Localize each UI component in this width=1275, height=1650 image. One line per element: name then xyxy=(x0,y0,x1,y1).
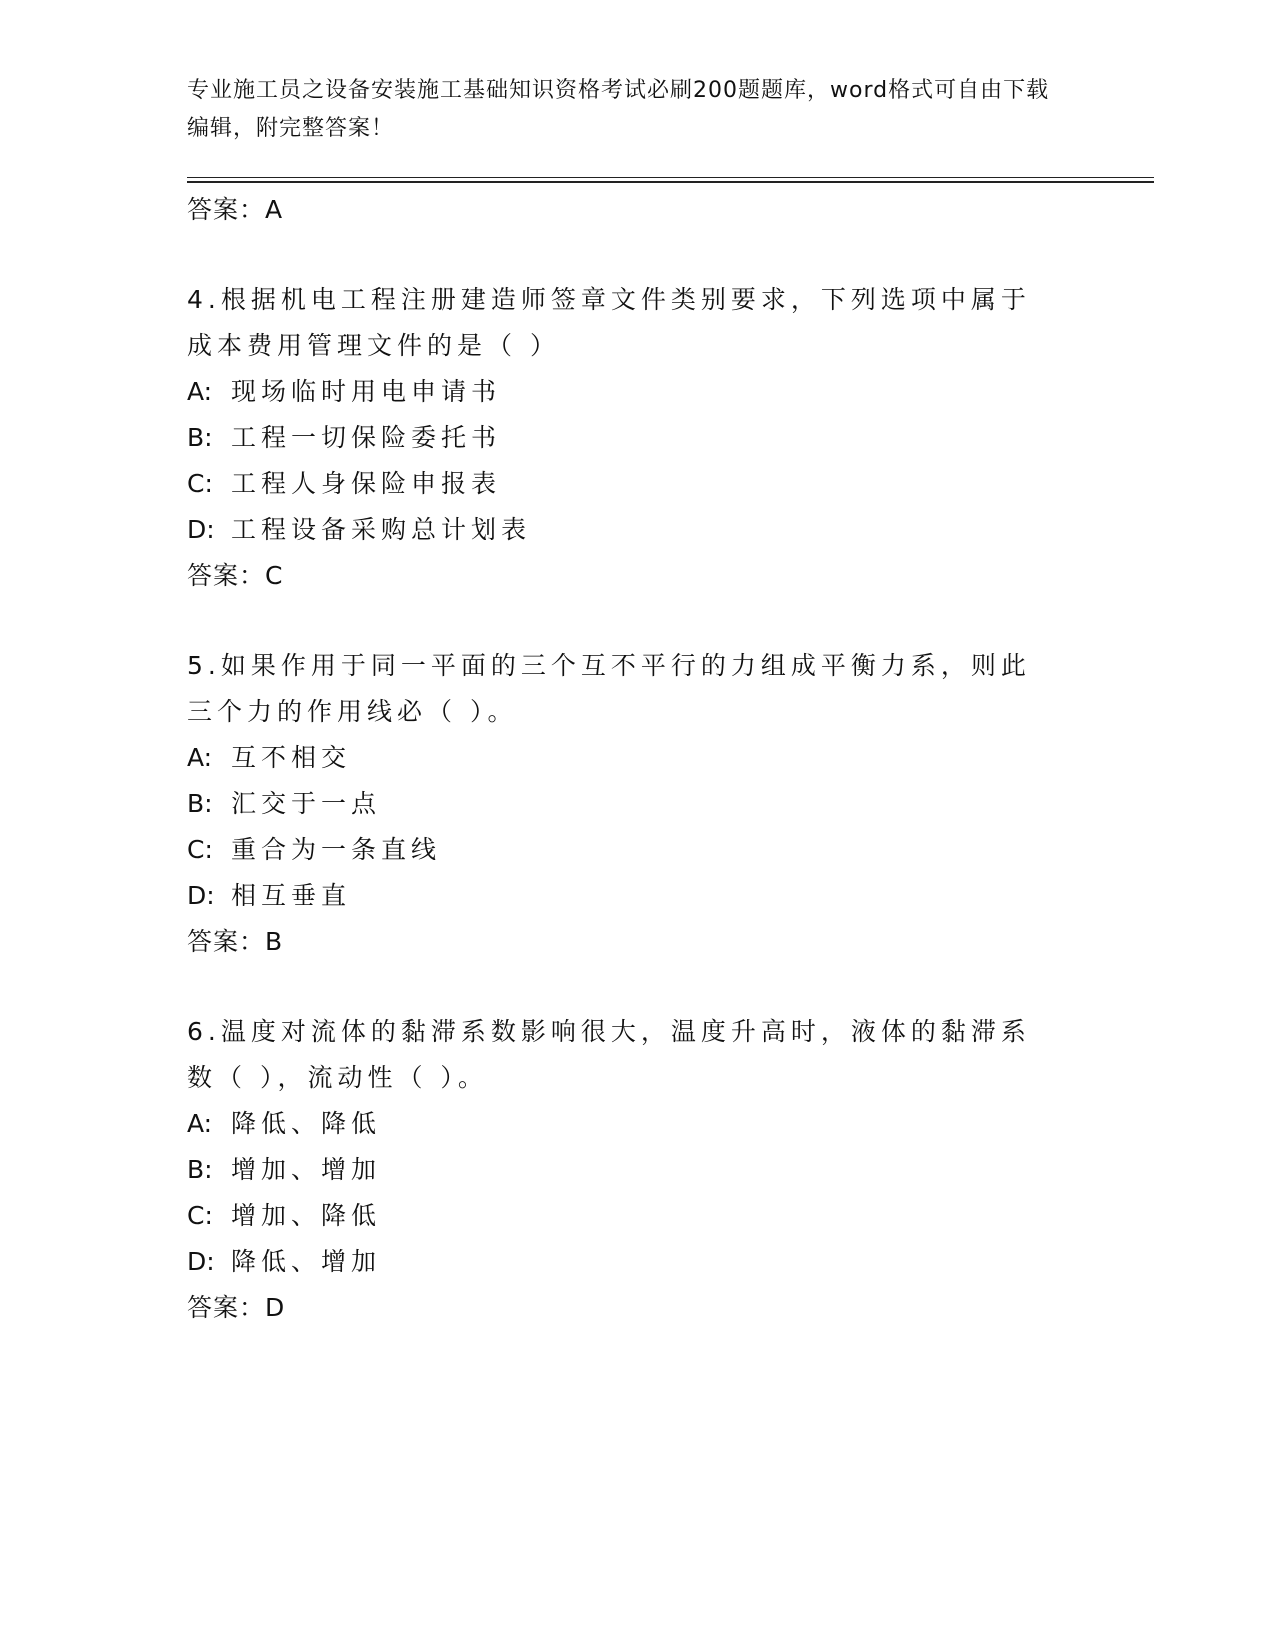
option-letter: B: xyxy=(187,423,213,452)
option-d xyxy=(187,873,1087,919)
option-text: 互不相交 xyxy=(231,743,352,772)
question-list xyxy=(187,187,1087,1331)
option-a xyxy=(187,369,1087,415)
question-text: 4.根据机电工程注册建造师签章文件类别要求，下列选项中属于成本费用管理文件的是（ ） xyxy=(187,285,1031,360)
answer-text: 答案：A xyxy=(187,195,284,224)
option-letter: D: xyxy=(187,1247,215,1276)
question-text: 6.温度对流体的黏滞系数影响很大，温度升高时，液体的黏滞系数（ ），流动性（ ）。 xyxy=(187,1017,1031,1092)
option-letter: C: xyxy=(187,469,213,498)
option-text: 相互垂直 xyxy=(231,881,352,910)
option-letter: A: xyxy=(187,1109,213,1138)
answer-text: 答案：C xyxy=(187,561,284,590)
option-b xyxy=(187,781,1087,827)
option-text: 现场临时用电申请书 xyxy=(231,377,502,406)
question-block xyxy=(187,643,1087,965)
option-text: 降低、降低 xyxy=(231,1109,382,1138)
option-c xyxy=(187,461,1087,507)
option-letter: B: xyxy=(187,789,213,818)
option-a xyxy=(187,735,1087,781)
header-rule-thin xyxy=(187,177,1154,178)
option-a xyxy=(187,1101,1087,1147)
document-header: 专业施工员之设备安装施工基础知识资格考试必刷200题题库，word格式可自由下载编辑，附完整答案！ xyxy=(187,78,1050,141)
option-b xyxy=(187,415,1087,461)
option-text: 工程一切保险委托书 xyxy=(231,423,502,452)
option-d xyxy=(187,507,1087,553)
option-b xyxy=(187,1147,1087,1193)
question-text: 5.如果作用于同一平面的三个互不平行的力组成平衡力系，则此三个力的作用线必（ ）。 xyxy=(187,651,1031,726)
option-text: 降低、增加 xyxy=(231,1247,382,1276)
option-letter: C: xyxy=(187,835,213,864)
option-letter: D: xyxy=(187,881,215,910)
option-text: 汇交于一点 xyxy=(231,789,382,818)
option-c xyxy=(187,1193,1087,1239)
option-letter: A: xyxy=(187,743,213,772)
header-rule-thick xyxy=(187,181,1154,183)
option-d xyxy=(187,1239,1087,1285)
option-text: 重合为一条直线 xyxy=(231,835,442,864)
option-text: 工程人身保险申报表 xyxy=(231,469,502,498)
option-text: 增加、增加 xyxy=(231,1155,382,1184)
option-letter: A: xyxy=(187,377,213,406)
option-letter: C: xyxy=(187,1201,213,1230)
answer-text: 答案：B xyxy=(187,927,284,956)
question-block xyxy=(187,277,1087,599)
question-block xyxy=(187,1009,1087,1331)
option-letter: D: xyxy=(187,515,215,544)
option-text: 增加、降低 xyxy=(231,1201,382,1230)
option-letter: B: xyxy=(187,1155,213,1184)
option-c xyxy=(187,827,1087,873)
answer-text: 答案：D xyxy=(187,1293,286,1322)
option-text: 工程设备采购总计划表 xyxy=(231,515,532,544)
